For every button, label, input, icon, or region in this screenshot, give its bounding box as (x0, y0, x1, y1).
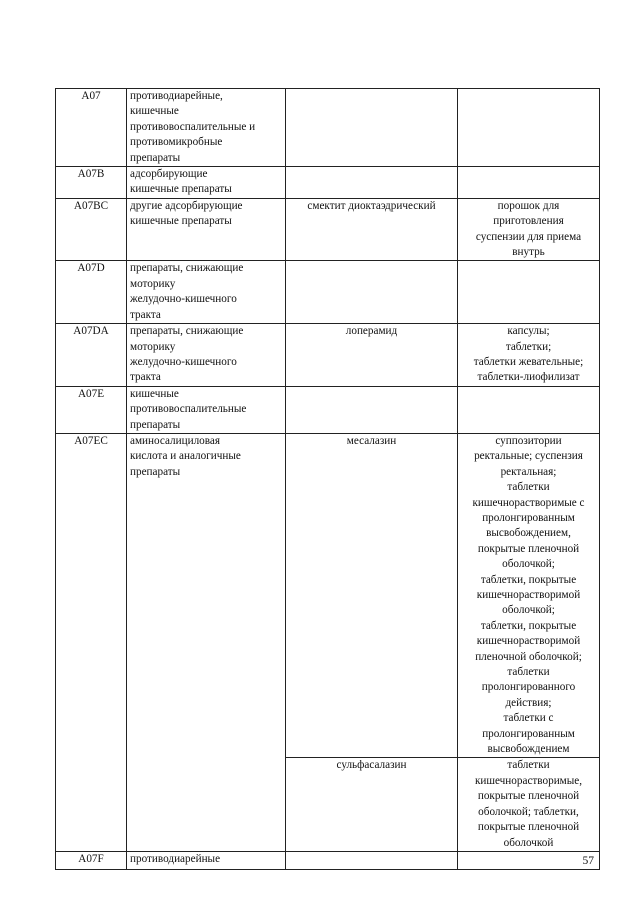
dosage-form: суппозитории ректальные; суспензия ректальная; таблетки кишечнорастворимые с пролонгированным высвобождением, покрытые пленочной оболочкой; таблетки, покрытые кишечнорастворимой оболочкой; таблетки, покрытые кишечнорастворимой пленочной оболочкой; таблетки пролонгированного действия; таблетки с пролонгированным высвобождением (458, 433, 600, 758)
dosage-form: капсулы; таблетки; таблетки жевательные; таблетки-лиофилизат (458, 324, 600, 387)
table-row (56, 198, 600, 261)
table-row (56, 167, 600, 199)
inn-cell (286, 851, 458, 869)
atc-group-name: противодиарейные (127, 851, 286, 869)
inn-cell (286, 261, 458, 324)
inn-name: лоперамид (286, 324, 458, 387)
dosage-form-cell (458, 386, 600, 433)
dosage-form-cell (458, 167, 600, 199)
atc-code: A07B (56, 167, 127, 199)
atc-group-name: противодиарейные, кишечные противовоспалительные и противомикробные препараты (127, 89, 286, 167)
page-number: 57 (582, 855, 594, 867)
inn-name: месалазин (286, 433, 458, 758)
atc-code: A07E (56, 386, 127, 433)
atc-code: A07D (56, 261, 127, 324)
inn-cell (286, 167, 458, 199)
table-row (56, 324, 600, 387)
dosage-form-cell (458, 851, 600, 869)
table-row (56, 89, 600, 167)
inn-cell (286, 386, 458, 433)
table-row (56, 433, 600, 758)
atc-code: A07EC (56, 433, 127, 851)
drug-table (55, 88, 600, 870)
dosage-form-cell (458, 89, 600, 167)
atc-group-name: препараты, снижающие моторику желудочно-кишечного тракта (127, 261, 286, 324)
atc-code: A07DA (56, 324, 127, 387)
dosage-form: порошок для приготовления суспензии для приема внутрь (458, 198, 600, 261)
atc-code: A07 (56, 89, 127, 167)
atc-group-name: другие адсорбирующие кишечные препараты (127, 198, 286, 261)
inn-name: смектит диоктаэдрический (286, 198, 458, 261)
atc-group-name: адсорбирующие кишечные препараты (127, 167, 286, 199)
dosage-form: таблетки кишечнорастворимые, покрытые пленочной оболочкой; таблетки, покрытые пленочной оболочкой (458, 758, 600, 851)
atc-code: A07BC (56, 198, 127, 261)
table-row (56, 851, 600, 869)
table-row (56, 261, 600, 324)
inn-cell (286, 89, 458, 167)
table-row (56, 386, 600, 433)
dosage-form-cell (458, 261, 600, 324)
atc-group-name: кишечные противовоспалительные препараты (127, 386, 286, 433)
inn-name: сульфасалазин (286, 758, 458, 851)
atc-code: A07F (56, 851, 127, 869)
atc-group-name: аминосалициловая кислота и аналогичные препараты (127, 433, 286, 851)
atc-group-name: препараты, снижающие моторику желудочно-кишечного тракта (127, 324, 286, 387)
